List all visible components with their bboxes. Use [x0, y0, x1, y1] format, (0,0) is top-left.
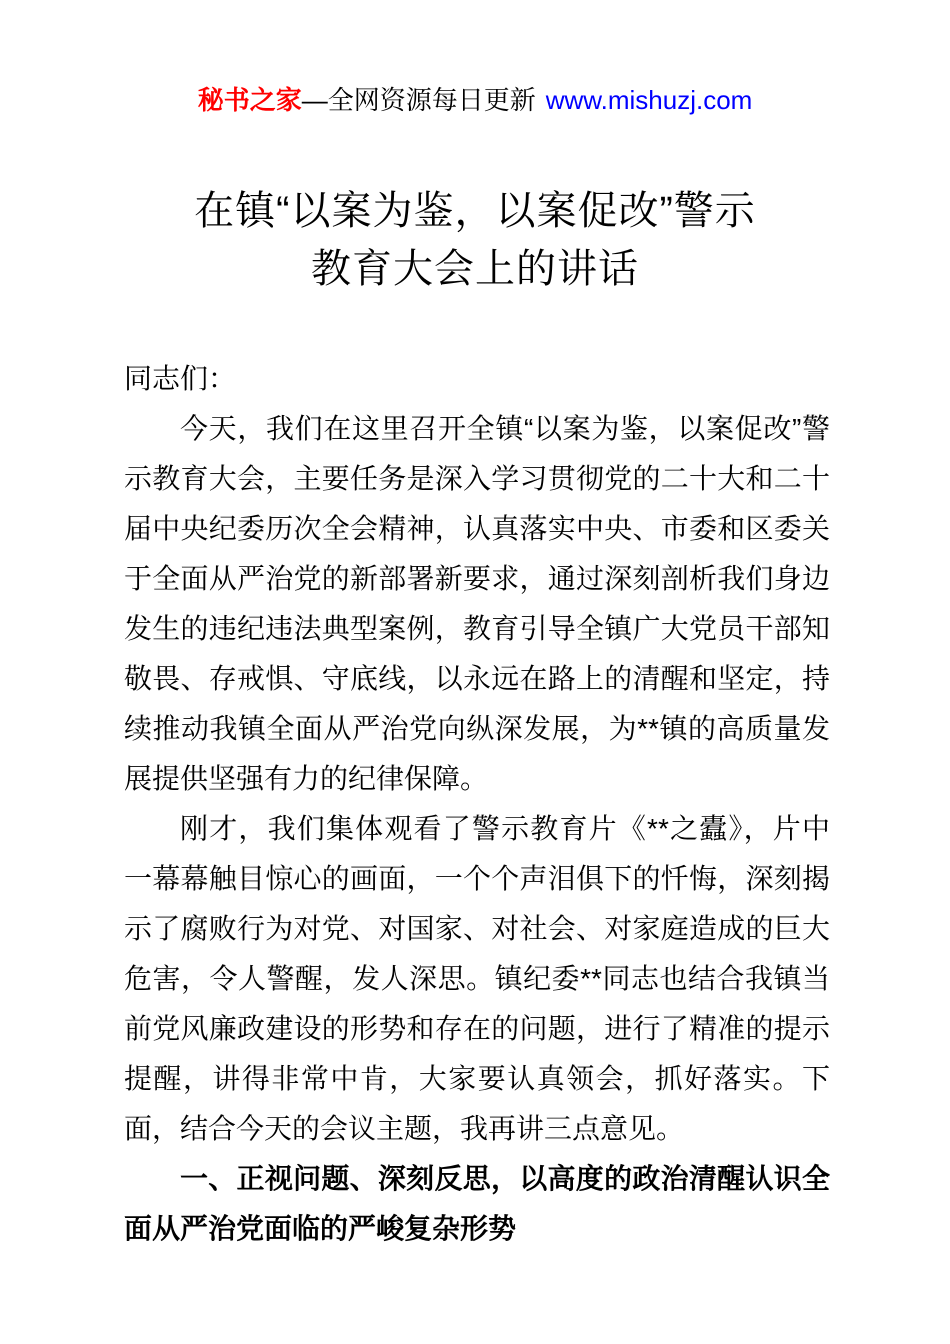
- document-title: [0, 182, 950, 298]
- site-url-link[interactable]: www.mishuzj.com: [545, 85, 753, 115]
- site-name: 秘书之家: [197, 85, 302, 115]
- paragraph-1: 今天，我们在这里召开全镇“以案为鉴，以案促改”警示教育大会，主要任务是深入学习贯彻党的二十大和二十届中央纪委历次全会精神，认真落实中央、市委和区委关于全面从严治党的新部署新要求，通过深刻剖析我们身边发生的违纪违法典型案例，教育引导全镇广大党员干部知敬畏、存戒惧、守底线，以永远在路上的清醒和坚定，持续推动我镇全面从严治党向纵深发展，为**镇的高质量发展提供坚强有力的纪律保障。: [124, 413, 830, 794]
- document-body: [124, 354, 830, 1254]
- site-tagline: —全网资源每日更新: [301, 85, 536, 115]
- document-header: [0, 0, 950, 116]
- title-line-1: 在镇“以案为鉴，以案促改”警示: [194, 189, 756, 233]
- title-line-2: 教育大会上的讲话: [311, 247, 639, 291]
- paragraph-2: 刚才，我们集体观看了警示教育片《**之蠹》，片中一幕幕触目惊心的画面，一个个声泪俱下的忏悔，深刻揭示了腐败行为对党、对国家、对社会、对家庭造成的巨大危害，令人警醒，发人深思。镇纪委**同志也结合我镇当前党风廉政建设的形势和存在的问题，进行了精准的提示提醒，讲得非常中肯，大家要认真领会，抓好落实。下面，结合今天的会议主题，我再讲三点意见。: [124, 813, 830, 1144]
- salutation: 同志们：: [124, 363, 237, 394]
- section-heading: 一、正视问题、深刻反思，以高度的政治清醒认识全面从严治党面临的严峻复杂形势: [124, 1163, 830, 1244]
